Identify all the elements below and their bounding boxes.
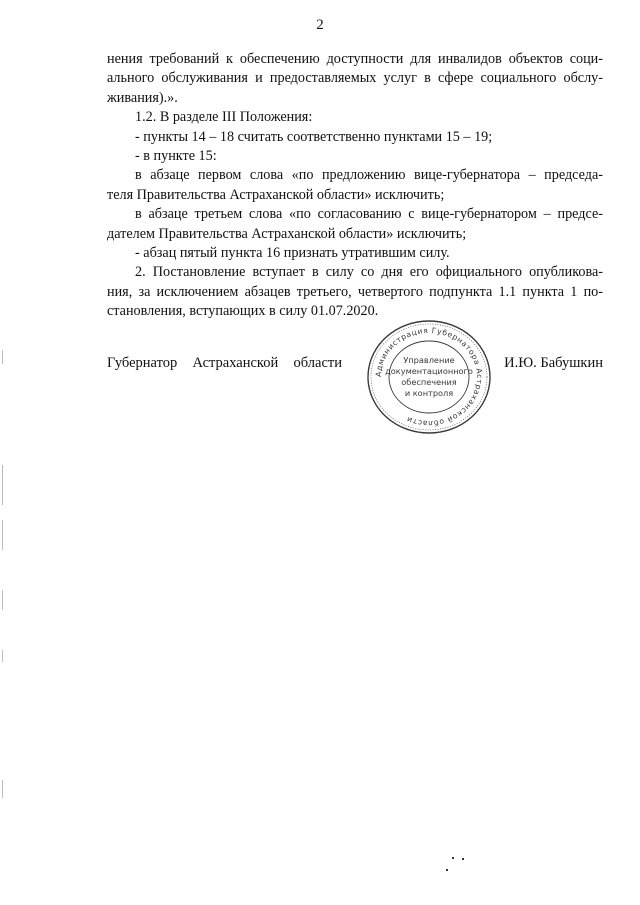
scan-margin-marks	[2, 350, 5, 810]
text-line: теля Правительства Астраханской области» исключить;	[107, 186, 445, 203]
text-line: 1.2. В разделе III Положения:	[135, 109, 313, 126]
stamp-inner-line: обеспечения	[401, 377, 457, 387]
text-line: нения требований к обеспечению доступности для инвалидов объектов соци-	[107, 51, 603, 67]
stamp-inner-line: Управление	[403, 355, 455, 365]
text-line: дателем Правительства Астраханской области» исключить;	[107, 225, 467, 242]
text-line: ния, за исключением абзацев третьего, четвертого подпункта 1.1 пункта 1 по-	[107, 283, 603, 300]
text-line: - абзац пятый пункта 16 признать утратившим силу.	[135, 245, 450, 262]
paragraph-item-1-2	[107, 108, 603, 127]
text-line: живания).».	[107, 89, 178, 106]
text-line: в абзаце третьем слова «по согласованию с вице-губернатором – предсе-	[135, 206, 603, 223]
text-line: - пункты 14 – 18 считать соответственно пунктами 15 – 19;	[135, 128, 493, 145]
paragraph-points-14-18	[107, 128, 603, 147]
official-stamp	[365, 318, 493, 436]
paragraph-continuation	[107, 50, 603, 108]
signature-position: Губернатор Астраханской области	[107, 355, 342, 371]
text-line: 2. Постановление вступает в силу со дня его официального опубликова-	[135, 264, 603, 281]
page-number: 2	[316, 17, 324, 33]
stamp-seal-icon	[365, 318, 493, 436]
paragraph-fifth-abzac	[107, 244, 603, 263]
document-body	[107, 50, 603, 322]
stamp-inner-line: и контроля	[404, 388, 454, 398]
scan-specks	[442, 855, 472, 875]
text-line: ального обслуживания и предоставляемых услуг в сфере социального обслу-	[107, 70, 603, 87]
signature-block	[107, 355, 603, 377]
signature-name: И.Ю. Бабушкин	[504, 355, 603, 371]
stamp-inner-line: документационного	[385, 366, 473, 376]
paragraph-in-point-15	[107, 147, 603, 166]
paragraph-third-abzac	[107, 205, 603, 244]
stamp-outer-text: Администрация Губернатора Астраханской области	[373, 325, 485, 429]
text-line: в абзаце первом слова «по предложению вице-губернатора – председа-	[135, 167, 603, 184]
paragraph-first-abzac	[107, 166, 603, 205]
text-line: - в пункте 15:	[135, 148, 217, 165]
paragraph-item-2	[107, 263, 603, 321]
text-line: становления, вступающих в силу 01.07.2020.	[107, 303, 379, 320]
